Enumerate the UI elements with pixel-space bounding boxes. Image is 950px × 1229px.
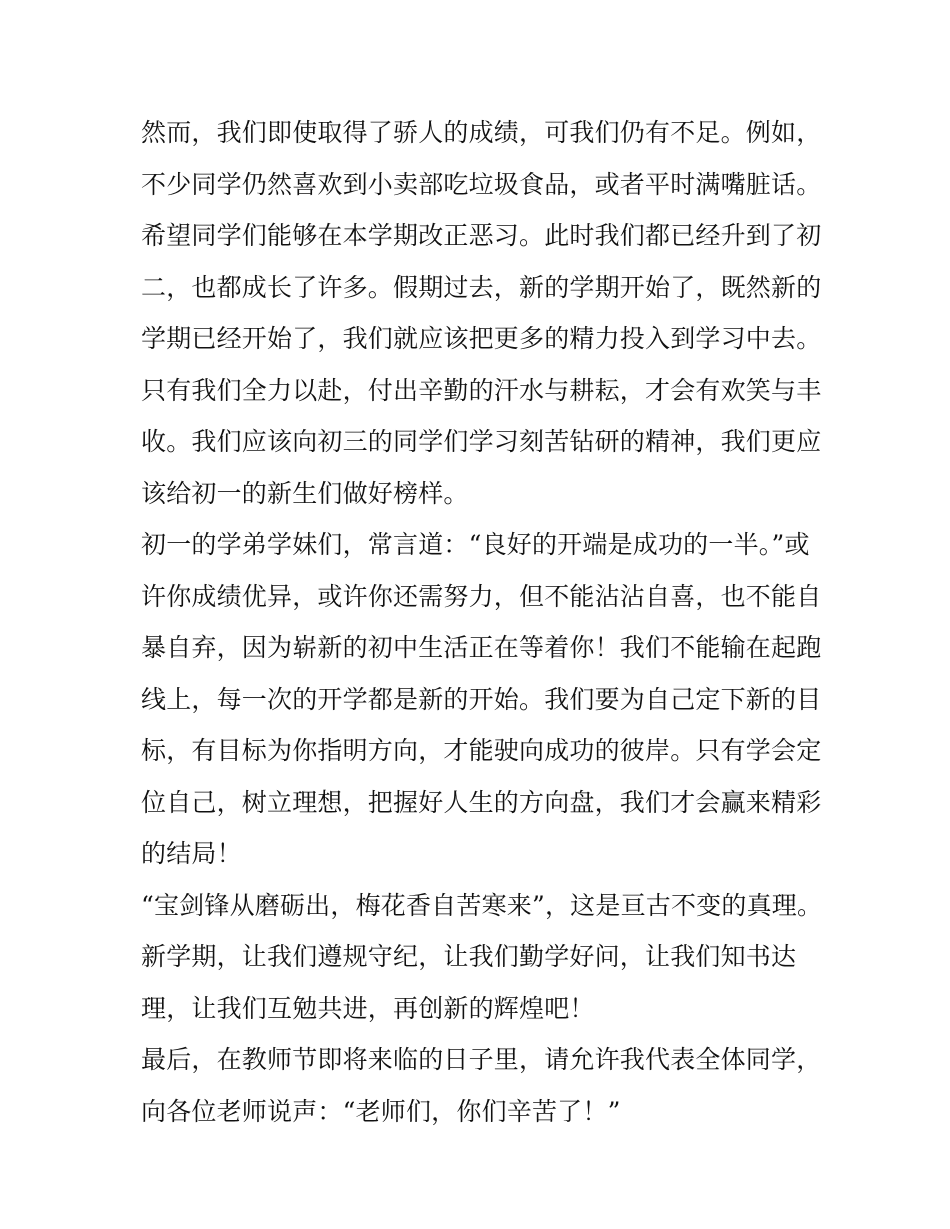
text-line-15: 的结局！ xyxy=(141,839,242,868)
text-line-19: 最后，在教师节即将来临的日子里，请允许我代表全体同学， xyxy=(141,1045,822,1074)
text-line-6: 只有我们全力以赴，付出辛勤的汗水与耕耘，才会有欢笑与丰 xyxy=(141,375,822,405)
text-line-14: 位自己，树立理想，把握好人生的方向盘，我们才会赢来精彩 xyxy=(141,787,822,817)
text-line-11: 暴自弃，因为崭新的初中生活正在等着你！我们不能输在起跑 xyxy=(141,633,822,662)
text-line-4: 二，也都成长了许多。假期过去，新的学期开始了，既然新的 xyxy=(141,272,822,302)
text-line-7: 收。我们应该向初三的同学们学习刻苦钻研的精神，我们更应 xyxy=(141,427,822,456)
text-line-16: “宝剑锋从磨砺出，梅花香自苦寒来”，这是亘古不变的真理。 xyxy=(141,890,823,920)
text-line-12: 线上，每一次的开学都是新的开始。我们要为自己定下新的目 xyxy=(141,684,822,714)
text-line-13: 标，有目标为你指明方向，才能驶向成功的彼岸。只有学会定 xyxy=(141,736,822,765)
text-line-2: 不少同学仍然喜欢到小卖部吃垃圾食品，或者平时满嘴脏话。 xyxy=(141,169,822,199)
text-line-20: 向各位老师说声：“老师们，你们辛苦了！” xyxy=(141,1096,621,1126)
text-line-5: 学期已经开始了，我们就应该把更多的精力投入到学习中去。 xyxy=(141,324,822,353)
text-line-3: 希望同学们能够在本学期改正恶习。此时我们都已经升到了初 xyxy=(141,221,822,250)
speech-body-text xyxy=(141,107,821,1137)
text-line-18: 理，让我们互勉共进，再创新的辉煌吧！ xyxy=(141,993,595,1023)
text-line-8: 该给初一的新生们做好榜样。 xyxy=(141,478,469,508)
text-line-1: 然而，我们即使取得了骄人的成绩，可我们仍有不足。例如， xyxy=(141,118,822,147)
text-line-17: 新学期，让我们遵规守纪，让我们勤学好问，让我们知书达 xyxy=(141,942,797,971)
text-line-10: 许你成绩优异，或许你还需努力，但不能沾沾自喜，也不能自 xyxy=(141,581,822,611)
text-line-9: 初一的学弟学妹们，常言道：“良好的开端是成功的一半。”或 xyxy=(141,530,810,559)
